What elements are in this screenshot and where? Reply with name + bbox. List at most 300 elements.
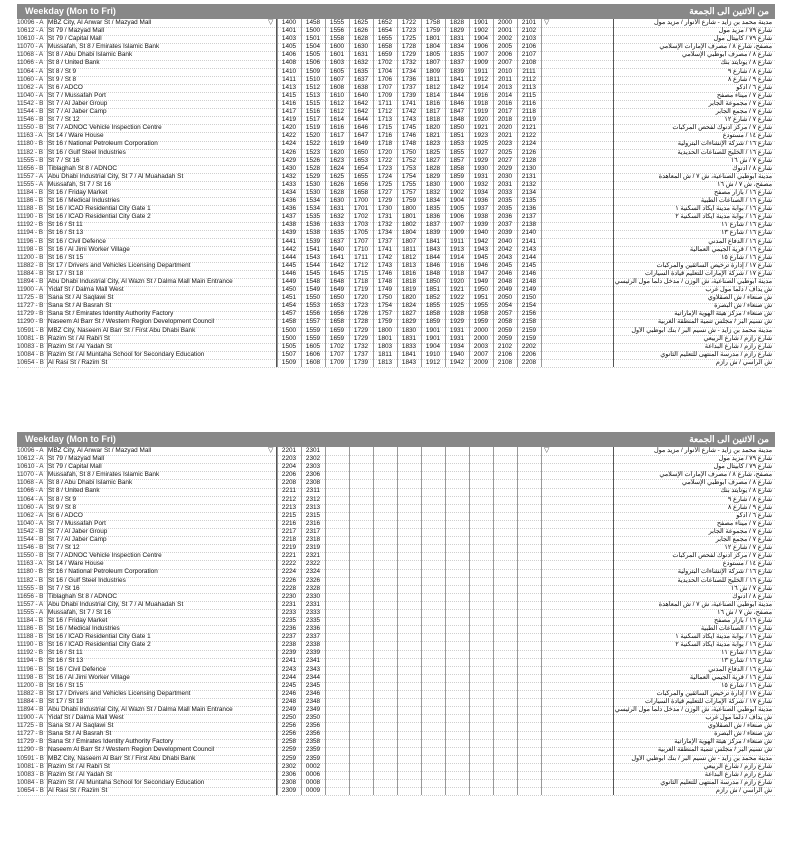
departure-time: 1722: [377, 156, 393, 164]
departure-time: 1500: [281, 334, 297, 342]
stop-name-ar: شارع ١٧ / شركة الإمارات للتعليم قيادة السيارات: [645, 269, 772, 277]
stop-name-ar: شارع ١٦ / شركة الإنشاءات البترولية: [677, 140, 772, 148]
departure-time: 1719: [353, 286, 369, 294]
departure-time: 1640: [329, 245, 345, 253]
stop-id: 11040 - A: [17, 519, 43, 527]
table-row: [17, 722, 775, 730]
departure-time: 1752: [401, 156, 417, 164]
table-row: [17, 19, 775, 27]
table-row: [17, 625, 775, 633]
direction-triangle-icon: ▽: [268, 447, 274, 454]
departure-time: 1637: [329, 237, 345, 245]
departure-time: 1932: [473, 180, 489, 188]
departure-time: 1445: [281, 261, 297, 269]
stop-name-en: St 8 / United Bank: [48, 487, 100, 495]
departure-time: 2128: [521, 156, 537, 164]
stop-name-en: St 14 / Ware House: [48, 132, 104, 140]
stop-id: 11542 - B: [17, 527, 44, 535]
departure-time: 1925: [449, 302, 465, 310]
departure-time: 2150: [521, 294, 537, 302]
departure-time: 1759: [377, 318, 393, 326]
stop-id: 10084 - B: [17, 778, 44, 786]
table-row: [17, 238, 775, 246]
departure-time: 2108: [497, 358, 513, 366]
departure-time: 2102: [521, 27, 537, 35]
column-divider: [493, 447, 494, 795]
table-row: [17, 447, 775, 455]
departure-time: 2308: [305, 479, 321, 487]
table-row: [17, 568, 775, 576]
departure-time: 2115: [522, 91, 536, 99]
departure-time: 2131: [521, 172, 537, 180]
stop-name-en: St 16 / Al Jimi Worker Village: [48, 245, 130, 253]
table-row: [17, 246, 775, 254]
departure-time: 1825: [425, 148, 441, 156]
departure-time: 1718: [377, 140, 393, 148]
table-row: [17, 108, 775, 116]
departure-time: 1818: [425, 116, 441, 124]
stop-name-ar: شارع ٧ / مركز أدنوك لفحص المركبات: [672, 552, 772, 560]
stop-name-en: MBZ City, Al Anwar St / Mazyad Mall: [48, 19, 152, 26]
departure-time: 2140: [521, 229, 537, 237]
stop-name-en: Razim St / Al Yadah St: [48, 770, 113, 778]
departure-time: 2106: [497, 350, 513, 358]
stop-name-en: St 16 / National Petroleum Corporation: [48, 568, 158, 576]
departure-time: 1934: [449, 342, 465, 350]
departure-time: 1653: [329, 302, 345, 310]
stop-id: 11068 - A: [17, 51, 43, 59]
table-row: [17, 528, 775, 536]
stop-name-ar: شارع ١٦ / بوابة مدينة ايكاد السكنية ٢: [675, 641, 772, 649]
stop-name-en: St 16 / ICAD Residential City Gate 1: [48, 633, 151, 641]
departure-time: 1505: [305, 51, 321, 59]
departure-time: 1642: [353, 108, 369, 116]
stop-id: 11060 - A: [17, 75, 43, 83]
stop-id: 11727 - B: [17, 730, 44, 738]
departure-time: 0002: [305, 762, 321, 770]
table-row: [17, 92, 775, 100]
stop-name-ar: شارع ١٦ / قرية الجيمي العمالية: [689, 673, 772, 681]
stop-name-en: St 16 / St 13: [48, 229, 84, 237]
departure-time: 2218: [281, 536, 297, 544]
departure-time: 1631: [329, 205, 345, 213]
departure-time: 2259: [281, 754, 297, 762]
departure-time: 2158: [521, 318, 537, 326]
departure-time: 1757: [401, 188, 417, 196]
stop-id: 11186 - B: [17, 197, 43, 205]
departure-time: 1921: [473, 124, 489, 132]
departure-time: 1647: [353, 132, 369, 140]
stop-name-ar: مدينة أبوظبي الصناعية، ش الوزن / مدخل دلما مول الرئيسي: [614, 706, 772, 713]
table-row: [17, 641, 775, 649]
departure-time: 1450: [281, 286, 297, 294]
stop-name-ar: مدينة محمد بن زايد - ش نسيم البر / بنك أبوظبي الأول: [631, 326, 772, 334]
departure-time: 1635: [353, 67, 369, 75]
stop-name-en: Mussafah, St 7 / St 16: [48, 608, 111, 616]
departure-time: 1909: [473, 59, 489, 67]
table-row: [17, 471, 775, 479]
table-row: [17, 254, 775, 262]
table-row: [17, 706, 775, 714]
stop-id: 11550 - B: [17, 124, 44, 132]
stop-name-ar: شارع ٧٩ / مزيد مول: [718, 27, 772, 35]
departure-time: 1728: [353, 318, 369, 326]
departure-time: 2359: [305, 746, 321, 754]
departure-time: 1512: [305, 83, 321, 91]
departure-time: 1529: [305, 172, 321, 180]
stop-name-ar: شارع ٧ / مجمع الجابر: [715, 108, 772, 116]
departure-time: 1505: [281, 342, 297, 350]
departure-time: 1536: [305, 221, 321, 229]
stop-name-en: St 79 / Mazyad Mall: [48, 455, 105, 463]
departure-time: 1750: [377, 294, 393, 302]
departure-time: 1439: [281, 229, 297, 237]
stop-name-en: Al Rasi St / Razim St: [48, 358, 108, 366]
stop-name-en: Yidaf St / Dalma Mall West: [48, 714, 124, 722]
departure-time: 1813: [377, 358, 393, 366]
departure-time: 1606: [305, 350, 321, 358]
departure-time: 1723: [377, 164, 393, 172]
departure-time: 1658: [353, 188, 369, 196]
table-row: [17, 674, 775, 682]
stop-name-en: Sana St / Al Basrah St: [48, 730, 112, 738]
departure-time: 1812: [425, 83, 441, 91]
stop-name-en: St 16 / Gulf Steel Industries: [48, 576, 126, 584]
departure-time: 1912: [425, 358, 441, 366]
stop-id: 11188 - B: [17, 205, 43, 213]
departure-time: 1556: [329, 27, 345, 35]
departure-time: 1916: [449, 261, 465, 269]
header-title-ar: من الاثنين الى الجمعة: [689, 434, 769, 444]
stop-name-ar: مدينة محمد بن زايد - شارع الأنوار / مزيد مول: [653, 447, 772, 454]
departure-time: 2112: [522, 75, 536, 83]
table-row: [17, 738, 775, 746]
departure-time: 1544: [305, 261, 321, 269]
stop-name-en: Sana St / Emirates Identity Authority Factory: [48, 310, 174, 318]
stop-id: 11070 - A: [17, 43, 43, 51]
departure-time: 1632: [353, 59, 369, 67]
stop-id: 11884 - B: [17, 697, 44, 705]
departure-time: 1802: [401, 221, 417, 229]
stop-id: 10591 - B: [17, 754, 44, 762]
stop-id: 11192 - B: [17, 649, 43, 657]
column-divider: [277, 447, 278, 795]
stop-name-ar: شارع ١٦ / الدفاع المدني: [708, 237, 772, 245]
stop-name-ar: شارع ١٦ / بازار مصفح: [714, 188, 772, 196]
stop-id: 11656 - B: [17, 592, 44, 600]
stop-name-en: St 16 / St 15: [48, 253, 84, 261]
departure-time: 2256: [281, 722, 297, 730]
stop-id: 11557 - A: [17, 600, 43, 608]
table-row: [17, 205, 775, 213]
departure-time: 1458: [305, 19, 321, 26]
departure-time: 1712: [377, 108, 393, 116]
departure-time: 1612: [329, 108, 345, 116]
stop-id: 10612 - A: [17, 27, 44, 35]
departure-time: 1654: [377, 27, 393, 35]
departure-time: 1501: [305, 35, 321, 43]
stop-id: 10096 - A: [17, 19, 44, 26]
departure-time: 2016: [497, 99, 513, 107]
departure-time: 1519: [305, 124, 321, 132]
departure-time: 1605: [329, 67, 345, 75]
stop-name-ar: ش صنعاء / ش البصرة: [714, 302, 772, 310]
column-divider: [349, 447, 350, 795]
stop-name-ar: مصفح، ش ٧ / ش ١٦: [717, 608, 772, 616]
departure-time: 2137: [521, 213, 537, 221]
departure-time: 1623: [329, 156, 345, 164]
departure-time: 2040: [497, 237, 513, 245]
stop-name-en: St 17 / St 18: [48, 269, 84, 277]
departure-time: 1901: [425, 334, 441, 342]
departure-time: 1807: [401, 237, 417, 245]
departure-time: 1403: [281, 35, 297, 43]
departure-time: 1739: [401, 91, 417, 99]
departure-time: 1703: [353, 221, 369, 229]
departure-time: 2156: [521, 310, 537, 318]
departure-time: 1820: [401, 294, 417, 302]
stop-name-ar: شارع ٨ / شارع ٩: [727, 67, 772, 75]
departure-time: 1942: [473, 237, 489, 245]
departure-time: 1722: [401, 19, 417, 26]
departure-time: 1707: [329, 350, 345, 358]
departure-time: 1928: [449, 310, 465, 318]
departure-time: 1400: [281, 19, 297, 26]
departure-time: 1710: [353, 245, 369, 253]
stop-name-en: Sana St / Al Saqlawi St: [48, 294, 114, 302]
departure-time: 2113: [522, 83, 536, 91]
departure-time: 1914: [449, 253, 465, 261]
departure-time: 2143: [521, 245, 537, 253]
departure-time: 2159: [521, 326, 537, 334]
stop-name-en: St 16 / St 15: [48, 681, 84, 689]
table-row: [17, 27, 775, 35]
departure-time: 1530: [305, 180, 321, 188]
departure-time: 1850: [425, 278, 441, 285]
departure-time: 0009: [305, 786, 321, 794]
departure-time: 1631: [353, 51, 369, 59]
stop-name-ar: شارع ٧ / مركز أدنوك لفحص المركبات: [672, 124, 772, 132]
stop-name-en: Abu Dhabi Industrial City, Al Wazn St / Dalma Mall Main Entrance: [48, 278, 233, 285]
stop-id: 11040 - A: [17, 91, 43, 99]
departure-time: 1520: [305, 132, 321, 140]
stop-name-en: St 16 / Civil Defence: [48, 237, 106, 245]
departure-time: 2107: [521, 51, 537, 59]
stop-id: 11064 - A: [17, 495, 43, 503]
stop-id: 11290 - B: [17, 318, 44, 326]
departure-time: 1936: [473, 197, 489, 205]
departure-time: 1749: [377, 286, 393, 294]
table-row: [17, 359, 775, 367]
departure-time: 1432: [281, 172, 297, 180]
departure-time: 2230: [281, 592, 297, 600]
departure-time: 1901: [425, 326, 441, 334]
stop-name-en: St 8 / Abu Dhabi Islamic Bank: [48, 51, 133, 59]
stop-id: 11544 - B: [17, 536, 44, 544]
departure-time: 2258: [281, 738, 297, 746]
departure-time: 1943: [473, 245, 489, 253]
departure-time: 1607: [329, 75, 345, 83]
departure-time: 1558: [329, 35, 345, 43]
departure-time: 1659: [377, 51, 393, 59]
stop-id: 10084 - B: [17, 350, 44, 358]
departure-time: 1729: [353, 326, 369, 334]
departure-time: 1851: [425, 286, 441, 294]
stop-name-ar: شارع رازم / مدرسة المنتهى للتعليم الثانوي: [660, 778, 772, 786]
departure-time: 1504: [305, 43, 321, 51]
stop-name-ar: شارع رازم / شارع البداعة: [704, 342, 772, 350]
stop-name-ar: شارع ١٦ / الخليج للصناعات الحديدية: [677, 576, 772, 584]
departure-time: 2031: [497, 180, 513, 188]
timetable-body: [17, 19, 775, 367]
departure-time: 1817: [425, 108, 441, 116]
stop-name-ar: شارع ١٤ / مستودع: [722, 132, 772, 140]
departure-time: 1548: [305, 278, 321, 285]
stop-name-en: Abu Dhabi Industrial City, St 7 / Al Muahadah St: [48, 600, 184, 608]
departure-time: 1852: [425, 294, 441, 302]
departure-time: 1707: [377, 83, 393, 91]
departure-time: 1700: [353, 197, 369, 205]
departure-time: 1446: [281, 269, 297, 277]
departure-time: 1934: [473, 188, 489, 196]
departure-time: 1736: [401, 75, 417, 83]
stop-name-ar: ش يداف / دلما مول غرب: [705, 714, 772, 722]
stop-id: 11182 - B: [17, 148, 43, 156]
departure-time: 1429: [281, 156, 297, 164]
departure-time: 1732: [401, 59, 417, 67]
departure-time: 1630: [329, 197, 345, 205]
stop-id: 11290 - B: [17, 746, 44, 754]
departure-time: 2243: [281, 665, 297, 673]
stop-name-ar: شارع ٧٩ / كابيتال مول: [713, 463, 772, 471]
stop-name-ar: شارع ١٦ / الدفاع المدني: [708, 665, 772, 673]
departure-time: 2339: [305, 649, 321, 657]
departure-time: 1715: [353, 269, 369, 277]
column-divider: [469, 19, 470, 367]
stop-name-en: St 16 / ICAD Residential City Gate 2: [48, 213, 151, 221]
stop-name-ar: شارع ٧ / مجموعة الجابر: [708, 527, 772, 535]
departure-time: 1904: [473, 35, 489, 43]
departure-time: 2302: [305, 455, 321, 463]
departure-time: 1911: [450, 237, 464, 245]
departure-time: 2029: [497, 164, 513, 172]
departure-time: 2213: [281, 503, 297, 511]
departure-time: 1804: [401, 229, 417, 237]
departure-time: 2106: [521, 43, 537, 51]
stop-name-ar: شارع ١٦ / الخليج للصناعات الحديدية: [677, 148, 772, 156]
departure-time: 1419: [281, 116, 297, 124]
stop-name-ar: شارع ١٦ / شارع ١١: [720, 649, 772, 657]
column-divider: [397, 19, 398, 367]
column-divider: [373, 447, 374, 795]
departure-time: 1457: [281, 310, 297, 318]
departure-time: 2059: [497, 326, 513, 334]
departure-time: 1755: [401, 180, 417, 188]
departure-time: 2000: [473, 334, 489, 342]
table-row: [17, 335, 775, 343]
departure-time: 1702: [353, 213, 369, 221]
table-row: [17, 43, 775, 51]
stop-name-en: Abu Dhabi Industrial City, St 7 / Al Muahadah St: [48, 172, 184, 180]
departure-time: 1805: [425, 51, 441, 59]
departure-time: 1538: [305, 229, 321, 237]
departure-time: 2145: [521, 261, 537, 269]
stop-name-en: St 16 / Medical Industries: [48, 625, 120, 633]
departure-time: 1444: [281, 253, 297, 261]
departure-time: 2312: [305, 495, 321, 503]
table-row: [17, 698, 775, 706]
departure-time: 1642: [329, 261, 345, 269]
departure-time: 1748: [401, 140, 417, 148]
stop-name-ar: شارع ١٧ / إدارة ترخيص السائقين والمركبات: [656, 689, 772, 697]
stop-name-en: Mussafah, St 8 / Emirates Islamic Bank: [48, 471, 160, 479]
stop-id: 11729 - B: [17, 310, 44, 318]
table-row: [17, 779, 775, 787]
departure-time: 1600: [329, 43, 345, 51]
departure-time: 1626: [329, 180, 345, 188]
stop-name-ar: شارع ٧ / شارع ١٢: [724, 116, 772, 124]
departure-time: 1931: [449, 326, 465, 334]
departure-time: 2216: [281, 519, 297, 527]
stop-id: 11727 - B: [17, 302, 44, 310]
departure-time: 1847: [449, 108, 465, 116]
departure-time: 1417: [281, 108, 297, 116]
departure-time: 1701: [353, 205, 369, 213]
stop-name-en: St 7 / Mussafah Port: [48, 519, 106, 527]
stop-name-ar: شارع ٨ / أدنوك: [732, 164, 772, 172]
departure-time: 1543: [305, 253, 321, 261]
departure-time: 1743: [377, 261, 393, 269]
departure-time: 1709: [329, 358, 345, 366]
table-row: [17, 35, 775, 43]
table-row: [17, 173, 775, 181]
departure-time: 2058: [497, 318, 513, 326]
departure-time: 1619: [329, 140, 345, 148]
departure-time: 1603: [329, 59, 345, 67]
departure-time: 1549: [305, 286, 321, 294]
table-row: [17, 59, 775, 67]
departure-time: 2037: [497, 221, 513, 229]
departure-time: 1902: [449, 188, 465, 196]
stop-name-ar: شارع ٩ / شارع ٨: [727, 75, 772, 83]
departure-time: 2231: [281, 600, 297, 608]
departure-time: 1912: [473, 75, 489, 83]
stop-name-ar: شارع ٨ / أدنوك: [732, 592, 772, 600]
departure-time: 1910: [425, 350, 441, 358]
departure-time: 1916: [473, 91, 489, 99]
departure-time: 2046: [497, 269, 513, 277]
departure-time: 1658: [377, 43, 393, 51]
departure-time: 1640: [353, 91, 369, 99]
stop-name-en: St 7 / Al Jaber Camp: [48, 536, 107, 544]
departure-time: 2045: [497, 261, 513, 269]
departure-time: 1510: [305, 75, 321, 83]
departure-time: 1837: [449, 59, 465, 67]
departure-time: 1727: [377, 188, 393, 196]
stop-name-en: St 9 / St 8: [48, 75, 77, 83]
stop-id: 11542 - B: [17, 99, 44, 107]
departure-time: 1630: [353, 43, 369, 51]
timetable-panel-2: [17, 432, 775, 795]
stop-id: 11555 - A: [17, 180, 43, 188]
departure-time: 1535: [305, 213, 321, 221]
stop-name-en: Razim St / Al Muntaha School for Secondary Education: [48, 778, 205, 786]
column-divider: [349, 19, 350, 367]
departure-time: 2238: [281, 641, 297, 649]
departure-time: 1911: [474, 67, 488, 75]
departure-time: 2135: [521, 197, 537, 205]
stop-name-ar: مدينة محمد بن زايد - شارع الأنوار / مزيد مول: [653, 19, 772, 26]
